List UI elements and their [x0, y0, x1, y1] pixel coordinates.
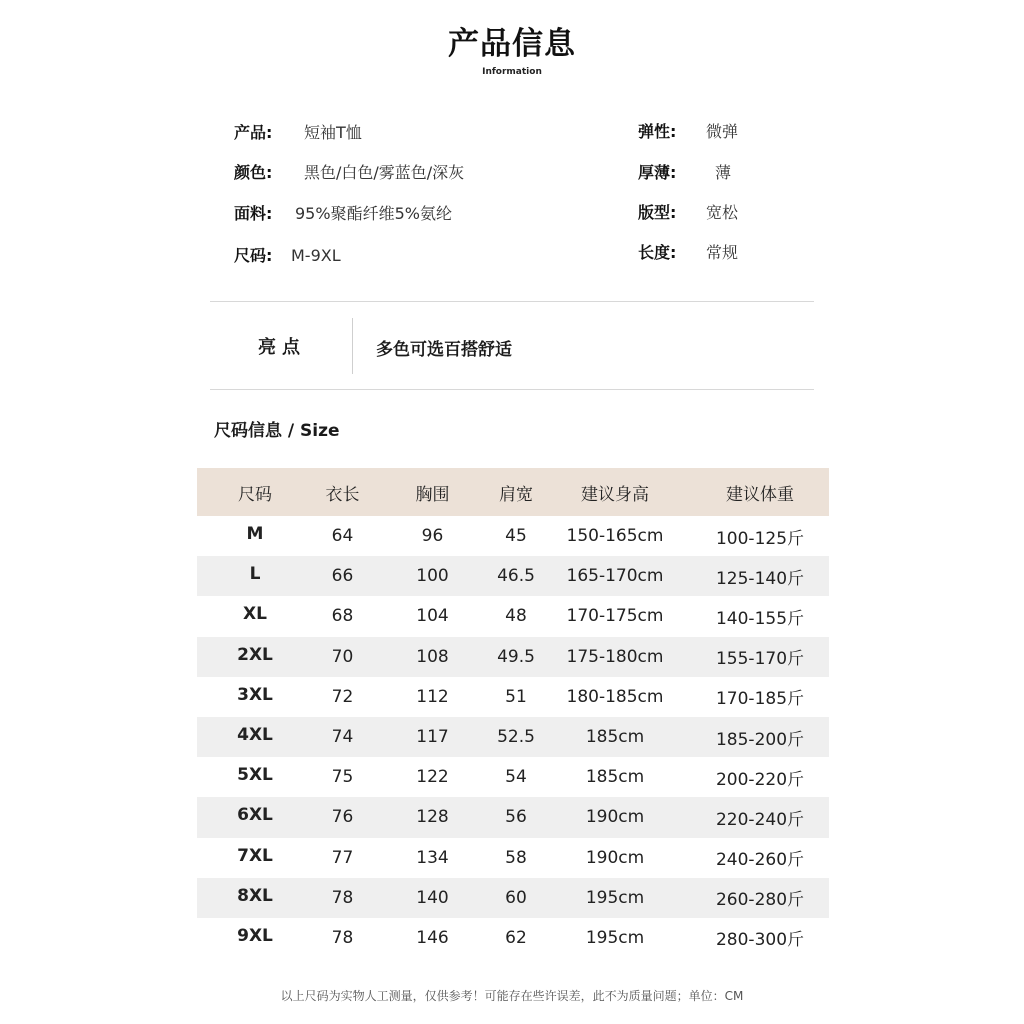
cell-chest: 104: [416, 606, 449, 627]
cell-height: 190cm: [585, 847, 645, 868]
spec-label: 版型:: [638, 203, 677, 222]
spec-label: 产品:: [234, 123, 273, 142]
spec-value: 短袖T恤: [304, 123, 362, 142]
cell-size: 4XL: [197, 717, 313, 757]
cell-size: M: [246, 524, 264, 544]
cell-size: XL: [243, 604, 267, 625]
spec-elastic: [638, 120, 738, 144]
cell-shoulder: 52.5: [493, 717, 539, 757]
cell-height: 185cm: [585, 767, 645, 788]
cell-chest: 146: [416, 927, 449, 948]
cell-length: 64: [331, 526, 354, 547]
cell-height: 170-175cm: [566, 606, 664, 627]
spec-label: 尺码:: [234, 246, 273, 265]
cell-length: 68: [331, 606, 354, 627]
cell-height: 150-165cm: [566, 526, 664, 547]
cell-weight: 155-170斤: [691, 637, 829, 677]
cell-weight: 185-200斤: [691, 717, 829, 757]
spec-value: 薄: [715, 163, 732, 182]
cell-height: 190cm: [539, 797, 691, 837]
cell-weight: 200-220斤: [715, 769, 805, 790]
highlight-label: 亮点: [258, 337, 306, 358]
cell-length: 78: [331, 927, 354, 948]
cell-shoulder: 54: [505, 767, 527, 788]
spec-value: 常规: [706, 243, 739, 262]
cell-weight: 125-140斤: [691, 556, 829, 596]
table-row: [197, 556, 829, 596]
cell-weight: 220-240斤: [691, 797, 829, 837]
table-row: [197, 596, 829, 636]
spec-product: [234, 121, 362, 145]
cell-size: 7XL: [237, 845, 273, 866]
cell-length: 76: [313, 797, 372, 837]
cell-chest: 140: [372, 878, 493, 918]
footer-note: 以上尺码为实物人工测量，仅供参考！可能存在些许误差，此不为质量问题；单位：CM: [280, 989, 744, 1003]
spec-value: 微弹: [706, 122, 739, 141]
cell-size: L: [197, 556, 313, 596]
cell-chest: 117: [372, 717, 493, 757]
cell-chest: 100: [372, 556, 493, 596]
cell-length: 77: [331, 847, 354, 868]
size-section-title: 尺码信息 / Size: [214, 421, 340, 441]
col-header-size: 尺码: [197, 468, 313, 516]
cell-size: 6XL: [197, 797, 313, 837]
cell-shoulder: 60: [493, 878, 539, 918]
cell-size: 9XL: [237, 925, 273, 946]
spec-label: 长度:: [638, 243, 677, 262]
cell-length: 75: [331, 767, 354, 788]
cell-length: 74: [313, 717, 372, 757]
spec-label: 厚薄:: [638, 163, 677, 182]
spec-color: [234, 161, 464, 185]
cell-length: 78: [313, 878, 372, 918]
col-header-length: 衣长: [313, 468, 372, 516]
cell-weight: 170-185斤: [715, 689, 805, 710]
divider-bottom: [210, 389, 814, 390]
table-row: [197, 838, 829, 878]
col-header-height: 建议身高: [539, 468, 691, 516]
divider-top: [210, 301, 814, 302]
col-header-shoulder: 肩宽: [493, 468, 539, 516]
table-row: [197, 717, 829, 757]
table-row: [197, 516, 829, 556]
spec-thickness: [638, 161, 731, 185]
cell-shoulder: 51: [505, 686, 527, 707]
cell-height: 165-170cm: [539, 556, 691, 596]
spec-value: M-9XL: [291, 246, 341, 265]
cell-size: 3XL: [237, 684, 273, 705]
cell-height: 185cm: [539, 717, 691, 757]
cell-chest: 112: [416, 686, 449, 707]
table-row: [197, 637, 829, 677]
spec-value: 95%聚酯纤维5%氨纶: [295, 204, 452, 223]
col-header-chest: 胸围: [372, 468, 493, 516]
page-title: 产品信息: [448, 26, 576, 62]
cell-size: 2XL: [197, 637, 313, 677]
table-row: [197, 677, 829, 717]
cell-height: 195cm: [539, 878, 691, 918]
cell-weight: 260-280斤: [691, 878, 829, 918]
page-subtitle: Information: [482, 67, 542, 77]
cell-height: 195cm: [585, 927, 645, 948]
cell-size: 8XL: [197, 878, 313, 918]
table-row: [197, 797, 829, 837]
spec-value: 宽松: [706, 203, 739, 222]
cell-shoulder: 48: [505, 606, 527, 627]
spec-size: [234, 244, 341, 268]
cell-shoulder: 56: [493, 797, 539, 837]
cell-chest: 134: [416, 847, 449, 868]
cell-length: 70: [313, 637, 372, 677]
cell-weight: 140-155斤: [715, 608, 805, 629]
table-row: [197, 878, 829, 918]
cell-length: 72: [331, 686, 354, 707]
cell-height: 180-185cm: [566, 686, 664, 707]
highlight-text: 多色可选百搭舒适: [376, 340, 512, 360]
cell-chest: 128: [372, 797, 493, 837]
table-row: [197, 918, 829, 958]
cell-height: 175-180cm: [539, 637, 691, 677]
cell-chest: 122: [416, 767, 449, 788]
spec-length: [638, 241, 738, 265]
cell-size: 5XL: [237, 765, 273, 786]
spec-label: 颜色:: [234, 163, 273, 182]
cell-length: 66: [313, 556, 372, 596]
spec-label: 弹性:: [638, 122, 677, 141]
spec-fabric: [234, 202, 452, 226]
size-table: [197, 468, 829, 958]
cell-shoulder: 49.5: [493, 637, 539, 677]
cell-shoulder: 46.5: [493, 556, 539, 596]
highlight-divider: [352, 318, 353, 374]
cell-chest: 96: [421, 526, 444, 547]
size-table-header: [197, 468, 829, 516]
cell-chest: 108: [372, 637, 493, 677]
cell-shoulder: 58: [505, 847, 527, 868]
spec-value: 黑色/白色/雾蓝色/深灰: [304, 163, 465, 182]
spec-fit: [638, 201, 738, 225]
table-row: [197, 757, 829, 797]
cell-shoulder: 45: [505, 526, 527, 547]
cell-weight: 280-300斤: [715, 930, 805, 951]
col-header-weight: 建议体重: [691, 468, 829, 516]
cell-shoulder: 62: [505, 927, 527, 948]
spec-label: 面料:: [234, 204, 273, 223]
cell-weight: 100-125斤: [715, 528, 805, 549]
cell-weight: 240-260斤: [715, 850, 805, 871]
